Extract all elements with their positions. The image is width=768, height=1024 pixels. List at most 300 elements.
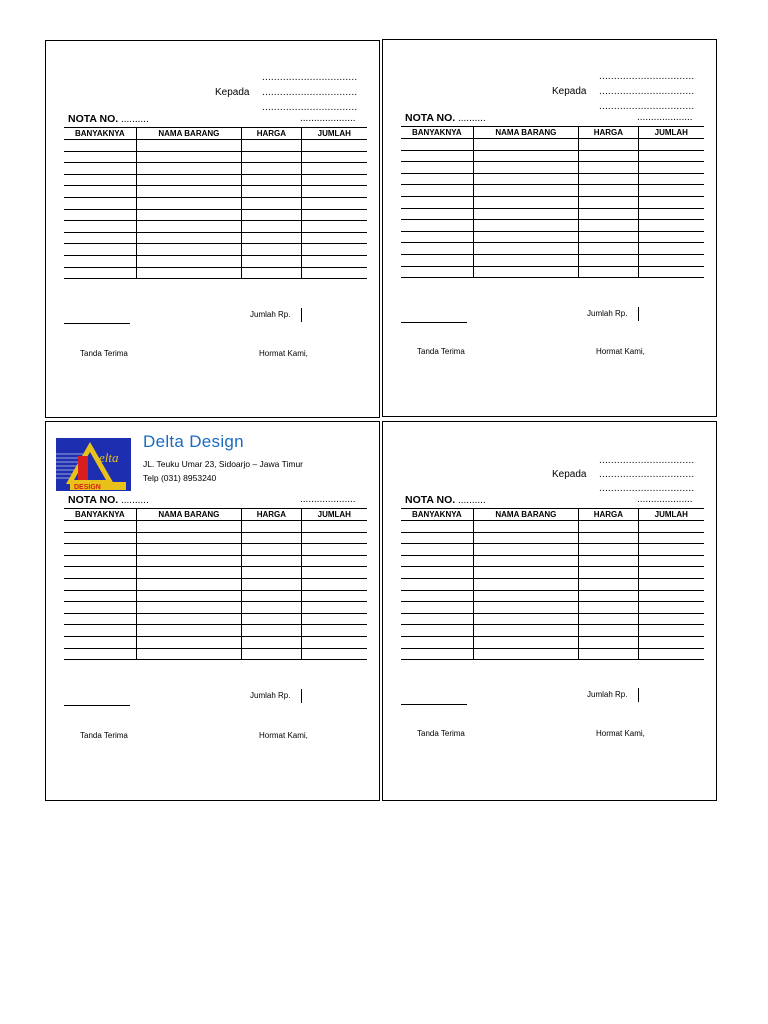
- table-cell: [301, 567, 367, 579]
- table-cell: [401, 231, 473, 243]
- table-cell: [473, 613, 579, 625]
- table-row: [401, 613, 704, 625]
- table-cell: [638, 162, 704, 174]
- nota-number: [405, 112, 486, 124]
- logo-text-elta: elta: [99, 450, 119, 465]
- table-cell: [638, 578, 704, 590]
- table-cell: [242, 590, 301, 602]
- table-cell: [473, 555, 579, 567]
- table-cell: [401, 602, 473, 614]
- table-cell: [64, 232, 136, 244]
- nota-label: NOTA NO.: [68, 494, 119, 506]
- table-cell: [301, 521, 367, 533]
- table-cell: [301, 636, 367, 648]
- table-row: [401, 602, 704, 614]
- table-cell: [64, 209, 136, 221]
- table-cell: [301, 602, 367, 614]
- table-cell: [473, 162, 579, 174]
- table-cell: [136, 590, 242, 602]
- kepada-label: Kepada: [552, 86, 587, 97]
- table-cell: [242, 209, 301, 221]
- table-row: [64, 567, 367, 579]
- table-cell: [473, 648, 579, 660]
- col-banyaknya: BANYAKNYA: [401, 509, 473, 521]
- table-row: [401, 139, 704, 151]
- table-row: [401, 555, 704, 567]
- table-cell: [579, 243, 638, 255]
- col-harga: HARGA: [242, 509, 301, 521]
- company-address: JL. Teuku Umar 23, Sidoarjo – Jawa Timur: [143, 459, 303, 469]
- table-cell: [301, 174, 367, 186]
- table-cell: [242, 140, 301, 152]
- recipient-line-1: ................................: [262, 72, 358, 83]
- table-cell: [64, 186, 136, 198]
- table-cell: [301, 163, 367, 175]
- table-cell: [401, 243, 473, 255]
- nota-number: [405, 494, 486, 506]
- col-harga: HARGA: [579, 127, 638, 139]
- table-cell: [579, 185, 638, 197]
- table-cell: [473, 185, 579, 197]
- table-cell: [64, 221, 136, 233]
- table-row: [401, 231, 704, 243]
- nota-label: NOTA NO.: [68, 113, 119, 125]
- table-cell: [136, 186, 242, 198]
- table-cell: [638, 521, 704, 533]
- table-cell: [242, 186, 301, 198]
- table-cell: [638, 567, 704, 579]
- table-cell: [301, 532, 367, 544]
- items-table: [401, 126, 704, 278]
- table-row: [401, 220, 704, 232]
- table-cell: [401, 185, 473, 197]
- table-cell: [579, 544, 638, 556]
- table-cell: [579, 162, 638, 174]
- table-cell: [473, 590, 579, 602]
- table-cell: [136, 232, 242, 244]
- table-cell: [638, 636, 704, 648]
- table-cell: [401, 613, 473, 625]
- table-row: [401, 208, 704, 220]
- date-line: ....................: [637, 112, 693, 123]
- table-row: [64, 648, 367, 660]
- table-cell: [638, 231, 704, 243]
- table-cell: [473, 173, 579, 185]
- jumlah-label: Jumlah Rp.: [587, 309, 628, 318]
- table-row: [64, 163, 367, 175]
- table-cell: [64, 163, 136, 175]
- items-table: [64, 127, 367, 279]
- table-cell: [638, 648, 704, 660]
- table-cell: [579, 590, 638, 602]
- table-row: [64, 151, 367, 163]
- table-cell: [401, 162, 473, 174]
- signature-line: [401, 704, 467, 705]
- table-cell: [301, 648, 367, 660]
- table-cell: [136, 521, 242, 533]
- table-cell: [401, 139, 473, 151]
- table-cell: [401, 648, 473, 660]
- table-cell: [136, 648, 242, 660]
- total-row: [64, 689, 367, 705]
- table-cell: [401, 254, 473, 266]
- table-cell: [64, 197, 136, 209]
- company-phone: Telp (031) 8953240: [143, 473, 217, 483]
- table-cell: [473, 231, 579, 243]
- table-cell: [242, 255, 301, 267]
- table-cell: [579, 648, 638, 660]
- table-cell: [301, 625, 367, 637]
- table-row: [401, 567, 704, 579]
- recipient-line-2: ................................: [599, 86, 695, 97]
- table-row: [401, 162, 704, 174]
- col-nama-barang: NAMA BARANG: [136, 128, 242, 140]
- total-cell: [638, 688, 705, 702]
- table-cell: [638, 590, 704, 602]
- table-cell: [473, 266, 579, 278]
- table-row: [401, 648, 704, 660]
- table-cell: [242, 555, 301, 567]
- recipient-line-2: ................................: [262, 87, 358, 98]
- table-cell: [64, 521, 136, 533]
- table-cell: [64, 244, 136, 256]
- table-cell: [242, 578, 301, 590]
- col-nama-barang: NAMA BARANG: [473, 127, 579, 139]
- col-nama-barang: NAMA BARANG: [473, 509, 579, 521]
- signature-line: [64, 705, 130, 706]
- table-cell: [301, 555, 367, 567]
- table-cell: [301, 255, 367, 267]
- table-cell: [301, 140, 367, 152]
- table-cell: [136, 602, 242, 614]
- table-cell: [64, 578, 136, 590]
- table-cell: [64, 544, 136, 556]
- table-cell: [638, 266, 704, 278]
- table-cell: [64, 625, 136, 637]
- table-cell: [473, 567, 579, 579]
- table-row: [401, 266, 704, 278]
- table-cell: [301, 209, 367, 221]
- total-cell: [638, 307, 705, 321]
- nota-dots: ..........: [457, 113, 486, 124]
- hormat-kami: Hormat Kami,: [259, 731, 308, 740]
- recipient-line-2: ................................: [599, 469, 695, 480]
- total-row: [401, 307, 704, 323]
- table-row: [64, 625, 367, 637]
- table-cell: [136, 555, 242, 567]
- table-cell: [64, 151, 136, 163]
- table-cell: [401, 544, 473, 556]
- table-cell: [136, 625, 242, 637]
- nota-dots: ..........: [457, 495, 486, 506]
- table-cell: [579, 613, 638, 625]
- table-cell: [242, 602, 301, 614]
- nota-dots: ..........: [120, 495, 149, 506]
- table-cell: [401, 220, 473, 232]
- table-cell: [579, 602, 638, 614]
- nota-number: [68, 113, 149, 125]
- date-line: ....................: [637, 494, 693, 505]
- jumlah-label: Jumlah Rp.: [250, 691, 291, 700]
- table-cell: [64, 555, 136, 567]
- table-cell: [579, 254, 638, 266]
- table-cell: [638, 555, 704, 567]
- table-cell: [638, 602, 704, 614]
- table-cell: [242, 521, 301, 533]
- table-cell: [638, 544, 704, 556]
- total-row: [64, 308, 367, 324]
- tanda-terima: Tanda Terima: [80, 731, 128, 740]
- table-cell: [136, 221, 242, 233]
- table-cell: [473, 196, 579, 208]
- col-jumlah: JUMLAH: [301, 128, 367, 140]
- table-cell: [136, 140, 242, 152]
- recipient-line-3: ................................: [262, 102, 358, 113]
- table-cell: [473, 532, 579, 544]
- table-cell: [64, 255, 136, 267]
- table-cell: [136, 532, 242, 544]
- delta-design-logo: [56, 438, 131, 491]
- date-line: ....................: [300, 494, 356, 505]
- table-row: [401, 636, 704, 648]
- table-row: [64, 140, 367, 152]
- table-cell: [301, 232, 367, 244]
- table-cell: [242, 648, 301, 660]
- table-cell: [401, 532, 473, 544]
- hormat-kami: Hormat Kami,: [596, 729, 645, 738]
- table-cell: [638, 208, 704, 220]
- table-cell: [401, 521, 473, 533]
- table-cell: [401, 208, 473, 220]
- table-cell: [64, 613, 136, 625]
- col-banyaknya: BANYAKNYA: [64, 509, 136, 521]
- table-cell: [136, 163, 242, 175]
- table-cell: [136, 255, 242, 267]
- table-cell: [401, 555, 473, 567]
- table-cell: [242, 267, 301, 279]
- table-row: [64, 186, 367, 198]
- table-cell: [136, 636, 242, 648]
- table-cell: [579, 196, 638, 208]
- kepada-label: Kepada: [215, 87, 250, 98]
- table-cell: [579, 266, 638, 278]
- recipient-line-3: ................................: [599, 101, 695, 112]
- table-row: [401, 544, 704, 556]
- table-cell: [638, 150, 704, 162]
- total-row: [401, 688, 704, 704]
- signature-line: [64, 323, 130, 324]
- table-row: [64, 197, 367, 209]
- table-cell: [638, 254, 704, 266]
- table-cell: [473, 602, 579, 614]
- table-cell: [579, 636, 638, 648]
- col-banyaknya: BANYAKNYA: [64, 128, 136, 140]
- nota-dots: ..........: [120, 114, 149, 125]
- hormat-kami: Hormat Kami,: [259, 349, 308, 358]
- hormat-kami: Hormat Kami,: [596, 347, 645, 356]
- table-cell: [301, 544, 367, 556]
- table-cell: [401, 196, 473, 208]
- table-row: [401, 185, 704, 197]
- table-cell: [401, 266, 473, 278]
- table-cell: [579, 532, 638, 544]
- table-row: [64, 578, 367, 590]
- table-cell: [401, 636, 473, 648]
- signature-line: [401, 322, 467, 323]
- table-cell: [242, 244, 301, 256]
- table-cell: [301, 578, 367, 590]
- table-cell: [473, 254, 579, 266]
- table-cell: [136, 578, 242, 590]
- table-cell: [136, 567, 242, 579]
- table-cell: [242, 532, 301, 544]
- table-row: [64, 232, 367, 244]
- table-cell: [473, 220, 579, 232]
- table-row: [401, 173, 704, 185]
- table-cell: [136, 613, 242, 625]
- table-cell: [301, 267, 367, 279]
- recipient-line-3: ................................: [599, 483, 695, 494]
- table-cell: [136, 267, 242, 279]
- table-row: [64, 244, 367, 256]
- table-cell: [473, 544, 579, 556]
- recipient-line-1: ................................: [599, 455, 695, 466]
- table-cell: [401, 625, 473, 637]
- table-cell: [473, 625, 579, 637]
- nota-number: [68, 494, 149, 506]
- table-cell: [136, 544, 242, 556]
- table-cell: [64, 590, 136, 602]
- table-cell: [401, 567, 473, 579]
- company-name: Delta Design: [143, 432, 244, 451]
- table-cell: [638, 532, 704, 544]
- table-cell: [64, 140, 136, 152]
- table-cell: [136, 244, 242, 256]
- table-cell: [579, 567, 638, 579]
- invoice-card-2: [382, 39, 717, 417]
- invoice-card-3: [45, 421, 380, 801]
- table-cell: [136, 197, 242, 209]
- table-cell: [301, 151, 367, 163]
- table-cell: [638, 196, 704, 208]
- table-row: [64, 267, 367, 279]
- col-jumlah: JUMLAH: [638, 127, 704, 139]
- table-cell: [473, 208, 579, 220]
- table-cell: [242, 625, 301, 637]
- total-cell: [301, 689, 368, 703]
- table-cell: [638, 139, 704, 151]
- table-cell: [579, 150, 638, 162]
- date-line: ....................: [300, 113, 356, 124]
- kepada-label: Kepada: [552, 469, 587, 480]
- table-row: [64, 255, 367, 267]
- table-row: [64, 555, 367, 567]
- table-cell: [64, 267, 136, 279]
- table-cell: [242, 567, 301, 579]
- col-nama-barang: NAMA BARANG: [136, 509, 242, 521]
- tanda-terima: Tanda Terima: [80, 349, 128, 358]
- table-row: [401, 532, 704, 544]
- table-row: [401, 243, 704, 255]
- table-cell: [64, 648, 136, 660]
- table-cell: [473, 521, 579, 533]
- table-cell: [64, 602, 136, 614]
- table-row: [64, 544, 367, 556]
- table-cell: [638, 185, 704, 197]
- table-cell: [638, 173, 704, 185]
- table-cell: [579, 139, 638, 151]
- table-cell: [242, 174, 301, 186]
- table-cell: [579, 625, 638, 637]
- table-cell: [638, 220, 704, 232]
- tanda-terima: Tanda Terima: [417, 729, 465, 738]
- table-row: [64, 590, 367, 602]
- col-jumlah: JUMLAH: [638, 509, 704, 521]
- total-cell: [301, 308, 368, 322]
- table-cell: [242, 197, 301, 209]
- col-harga: HARGA: [579, 509, 638, 521]
- table-cell: [64, 567, 136, 579]
- table-cell: [473, 139, 579, 151]
- table-cell: [401, 150, 473, 162]
- table-cell: [301, 186, 367, 198]
- nota-label: NOTA NO.: [405, 494, 456, 506]
- tanda-terima: Tanda Terima: [417, 347, 465, 356]
- items-table: [64, 508, 367, 660]
- table-row: [401, 254, 704, 266]
- jumlah-label: Jumlah Rp.: [250, 310, 291, 319]
- table-cell: [473, 636, 579, 648]
- invoice-card-4: [382, 421, 717, 801]
- table-row: [64, 521, 367, 533]
- table-row: [64, 209, 367, 221]
- table-cell: [242, 544, 301, 556]
- table-cell: [301, 197, 367, 209]
- table-cell: [401, 173, 473, 185]
- table-row: [401, 590, 704, 602]
- col-banyaknya: BANYAKNYA: [401, 127, 473, 139]
- table-cell: [242, 221, 301, 233]
- table-cell: [579, 173, 638, 185]
- table-cell: [136, 151, 242, 163]
- table-cell: [64, 174, 136, 186]
- invoice-card-1: [45, 40, 380, 418]
- table-row: [64, 221, 367, 233]
- table-row: [64, 613, 367, 625]
- table-cell: [301, 613, 367, 625]
- jumlah-label: Jumlah Rp.: [587, 690, 628, 699]
- table-cell: [136, 209, 242, 221]
- table-row: [64, 174, 367, 186]
- table-cell: [301, 590, 367, 602]
- table-row: [64, 602, 367, 614]
- table-row: [401, 150, 704, 162]
- table-row: [64, 532, 367, 544]
- table-cell: [242, 636, 301, 648]
- col-harga: HARGA: [242, 128, 301, 140]
- logo-text-design: DESIGN: [74, 484, 101, 491]
- table-cell: [242, 232, 301, 244]
- recipient-line-1: ................................: [599, 71, 695, 82]
- table-row: [401, 521, 704, 533]
- table-cell: [242, 151, 301, 163]
- table-cell: [301, 244, 367, 256]
- table-cell: [638, 625, 704, 637]
- table-row: [401, 578, 704, 590]
- table-cell: [638, 613, 704, 625]
- table-row: [401, 625, 704, 637]
- table-cell: [301, 221, 367, 233]
